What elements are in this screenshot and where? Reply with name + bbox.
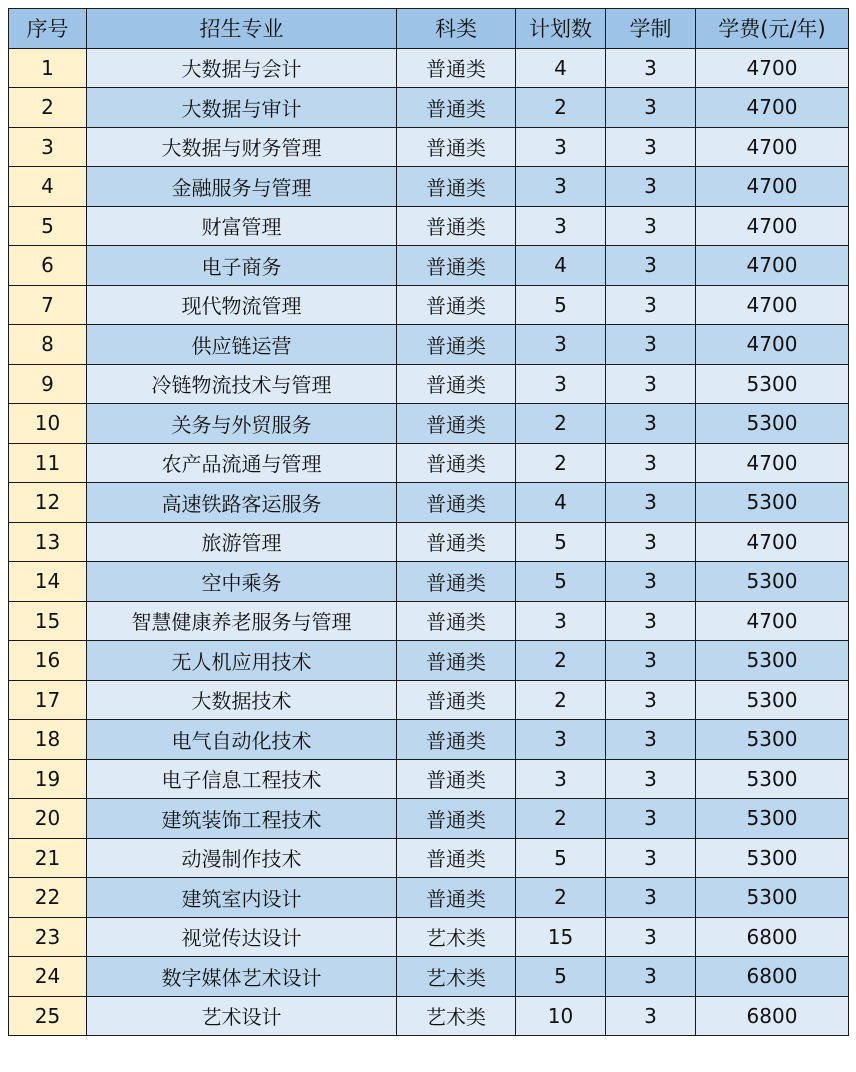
- cell-major: 无人机应用技术: [87, 641, 397, 681]
- cell-category: 普通类: [397, 878, 516, 918]
- cell-duration: 3: [606, 167, 696, 207]
- cell-major: 大数据与财务管理: [87, 127, 397, 167]
- table-row: [9, 404, 849, 444]
- cell-plan-count: 4: [516, 483, 606, 523]
- cell-plan-count: 5: [516, 957, 606, 997]
- header-major: 招生专业: [87, 9, 397, 49]
- cell-index: 3: [9, 127, 87, 167]
- cell-duration: 3: [606, 325, 696, 365]
- cell-major: 关务与外贸服务: [87, 404, 397, 444]
- table-row: [9, 167, 849, 207]
- cell-plan-count: 2: [516, 878, 606, 918]
- table-row: [9, 799, 849, 839]
- cell-category: 普通类: [397, 127, 516, 167]
- cell-category: 普通类: [397, 325, 516, 365]
- cell-duration: 3: [606, 838, 696, 878]
- cell-duration: 3: [606, 48, 696, 88]
- cell-index: 17: [9, 680, 87, 720]
- cell-duration: 3: [606, 285, 696, 325]
- cell-tuition: 4700: [696, 127, 849, 167]
- cell-plan-count: 5: [516, 522, 606, 562]
- cell-index: 13: [9, 522, 87, 562]
- cell-plan-count: 2: [516, 404, 606, 444]
- cell-major: 智慧健康养老服务与管理: [87, 601, 397, 641]
- cell-plan-count: 3: [516, 206, 606, 246]
- cell-category: 艺术类: [397, 996, 516, 1036]
- cell-index: 16: [9, 641, 87, 681]
- cell-index: 12: [9, 483, 87, 523]
- cell-major: 视觉传达设计: [87, 917, 397, 957]
- cell-duration: 3: [606, 88, 696, 128]
- cell-tuition: 5300: [696, 680, 849, 720]
- cell-major: 农产品流通与管理: [87, 443, 397, 483]
- cell-category: 普通类: [397, 206, 516, 246]
- table-row: [9, 759, 849, 799]
- cell-duration: 3: [606, 759, 696, 799]
- cell-category: 普通类: [397, 364, 516, 404]
- cell-category: 普通类: [397, 483, 516, 523]
- cell-major: 冷链物流技术与管理: [87, 364, 397, 404]
- cell-duration: 3: [606, 878, 696, 918]
- cell-major: 现代物流管理: [87, 285, 397, 325]
- table-row: [9, 285, 849, 325]
- cell-major: 高速铁路客运服务: [87, 483, 397, 523]
- cell-index: 25: [9, 996, 87, 1036]
- cell-index: 7: [9, 285, 87, 325]
- cell-duration: 3: [606, 917, 696, 957]
- enrollment-table: [8, 8, 849, 1036]
- cell-plan-count: 2: [516, 680, 606, 720]
- cell-category: 普通类: [397, 680, 516, 720]
- cell-index: 1: [9, 48, 87, 88]
- header-duration: 学制: [606, 9, 696, 49]
- table-row: [9, 917, 849, 957]
- table-row: [9, 127, 849, 167]
- cell-tuition: 5300: [696, 364, 849, 404]
- table-row: [9, 483, 849, 523]
- cell-major: 大数据技术: [87, 680, 397, 720]
- cell-plan-count: 3: [516, 127, 606, 167]
- cell-index: 4: [9, 167, 87, 207]
- cell-tuition: 4700: [696, 206, 849, 246]
- cell-index: 21: [9, 838, 87, 878]
- cell-category: 普通类: [397, 167, 516, 207]
- cell-duration: 3: [606, 246, 696, 286]
- cell-duration: 3: [606, 364, 696, 404]
- table-body: [9, 48, 849, 1036]
- cell-duration: 3: [606, 443, 696, 483]
- table-header-row: [9, 9, 849, 49]
- cell-index: 20: [9, 799, 87, 839]
- cell-category: 普通类: [397, 522, 516, 562]
- cell-tuition: 5300: [696, 799, 849, 839]
- table-row: [9, 88, 849, 128]
- cell-major: 大数据与会计: [87, 48, 397, 88]
- cell-plan-count: 2: [516, 799, 606, 839]
- cell-category: 普通类: [397, 838, 516, 878]
- cell-duration: 3: [606, 522, 696, 562]
- cell-plan-count: 5: [516, 838, 606, 878]
- cell-index: 9: [9, 364, 87, 404]
- cell-duration: 3: [606, 562, 696, 602]
- enrollment-table-container: [8, 8, 849, 1036]
- table-row: [9, 878, 849, 918]
- cell-duration: 3: [606, 127, 696, 167]
- cell-index: 8: [9, 325, 87, 365]
- cell-index: 22: [9, 878, 87, 918]
- cell-category: 普通类: [397, 48, 516, 88]
- cell-plan-count: 10: [516, 996, 606, 1036]
- cell-category: 艺术类: [397, 917, 516, 957]
- cell-plan-count: 5: [516, 562, 606, 602]
- cell-tuition: 5300: [696, 404, 849, 444]
- cell-index: 5: [9, 206, 87, 246]
- cell-category: 普通类: [397, 285, 516, 325]
- cell-plan-count: 2: [516, 641, 606, 681]
- cell-tuition: 6800: [696, 957, 849, 997]
- cell-plan-count: 5: [516, 285, 606, 325]
- cell-category: 普通类: [397, 404, 516, 444]
- table-row: [9, 838, 849, 878]
- header-plan-count: 计划数: [516, 9, 606, 49]
- cell-category: 艺术类: [397, 957, 516, 997]
- cell-plan-count: 15: [516, 917, 606, 957]
- cell-duration: 3: [606, 996, 696, 1036]
- cell-duration: 3: [606, 483, 696, 523]
- cell-major: 大数据与审计: [87, 88, 397, 128]
- cell-index: 18: [9, 720, 87, 760]
- cell-category: 普通类: [397, 759, 516, 799]
- cell-tuition: 5300: [696, 641, 849, 681]
- cell-category: 普通类: [397, 799, 516, 839]
- table-row: [9, 48, 849, 88]
- cell-duration: 3: [606, 404, 696, 444]
- cell-category: 普通类: [397, 720, 516, 760]
- cell-plan-count: 3: [516, 759, 606, 799]
- cell-major: 金融服务与管理: [87, 167, 397, 207]
- cell-category: 普通类: [397, 443, 516, 483]
- cell-major: 建筑室内设计: [87, 878, 397, 918]
- cell-duration: 3: [606, 206, 696, 246]
- cell-major: 数字媒体艺术设计: [87, 957, 397, 997]
- cell-duration: 3: [606, 680, 696, 720]
- cell-category: 普通类: [397, 88, 516, 128]
- cell-plan-count: 2: [516, 443, 606, 483]
- cell-index: 19: [9, 759, 87, 799]
- cell-tuition: 4700: [696, 88, 849, 128]
- cell-index: 14: [9, 562, 87, 602]
- cell-tuition: 5300: [696, 759, 849, 799]
- cell-duration: 3: [606, 720, 696, 760]
- header-tuition: 学费(元/年): [696, 9, 849, 49]
- table-row: [9, 601, 849, 641]
- cell-major: 旅游管理: [87, 522, 397, 562]
- cell-tuition: 4700: [696, 246, 849, 286]
- cell-tuition: 5300: [696, 878, 849, 918]
- cell-plan-count: 3: [516, 167, 606, 207]
- table-row: [9, 246, 849, 286]
- cell-plan-count: 3: [516, 601, 606, 641]
- table-row: [9, 522, 849, 562]
- table-row: [9, 443, 849, 483]
- cell-index: 2: [9, 88, 87, 128]
- cell-index: 24: [9, 957, 87, 997]
- table-row: [9, 996, 849, 1036]
- cell-category: 普通类: [397, 246, 516, 286]
- cell-tuition: 5300: [696, 838, 849, 878]
- cell-major: 建筑装饰工程技术: [87, 799, 397, 839]
- table-row: [9, 680, 849, 720]
- cell-tuition: 4700: [696, 443, 849, 483]
- cell-tuition: 4700: [696, 601, 849, 641]
- cell-plan-count: 3: [516, 720, 606, 760]
- cell-index: 11: [9, 443, 87, 483]
- table-row: [9, 364, 849, 404]
- table-row: [9, 325, 849, 365]
- cell-tuition: 5300: [696, 562, 849, 602]
- cell-major: 艺术设计: [87, 996, 397, 1036]
- cell-tuition: 4700: [696, 522, 849, 562]
- cell-major: 财富管理: [87, 206, 397, 246]
- cell-index: 23: [9, 917, 87, 957]
- cell-plan-count: 2: [516, 88, 606, 128]
- cell-duration: 3: [606, 641, 696, 681]
- table-row: [9, 562, 849, 602]
- cell-major: 电气自动化技术: [87, 720, 397, 760]
- cell-major: 动漫制作技术: [87, 838, 397, 878]
- table-row: [9, 206, 849, 246]
- cell-plan-count: 4: [516, 48, 606, 88]
- cell-major: 空中乘务: [87, 562, 397, 602]
- cell-tuition: 6800: [696, 917, 849, 957]
- cell-tuition: 5300: [696, 720, 849, 760]
- table-row: [9, 641, 849, 681]
- cell-category: 普通类: [397, 601, 516, 641]
- cell-tuition: 6800: [696, 996, 849, 1036]
- cell-major: 电子商务: [87, 246, 397, 286]
- cell-index: 6: [9, 246, 87, 286]
- cell-category: 普通类: [397, 641, 516, 681]
- cell-plan-count: 3: [516, 325, 606, 365]
- cell-tuition: 4700: [696, 48, 849, 88]
- cell-index: 10: [9, 404, 87, 444]
- cell-category: 普通类: [397, 562, 516, 602]
- cell-duration: 3: [606, 601, 696, 641]
- table-row: [9, 720, 849, 760]
- cell-duration: 3: [606, 957, 696, 997]
- table-row: [9, 957, 849, 997]
- cell-tuition: 4700: [696, 285, 849, 325]
- cell-tuition: 4700: [696, 167, 849, 207]
- header-category: 科类: [397, 9, 516, 49]
- cell-index: 15: [9, 601, 87, 641]
- cell-tuition: 4700: [696, 325, 849, 365]
- cell-tuition: 5300: [696, 483, 849, 523]
- cell-major: 供应链运营: [87, 325, 397, 365]
- header-index: 序号: [9, 9, 87, 49]
- cell-duration: 3: [606, 799, 696, 839]
- cell-plan-count: 4: [516, 246, 606, 286]
- cell-plan-count: 3: [516, 364, 606, 404]
- cell-major: 电子信息工程技术: [87, 759, 397, 799]
